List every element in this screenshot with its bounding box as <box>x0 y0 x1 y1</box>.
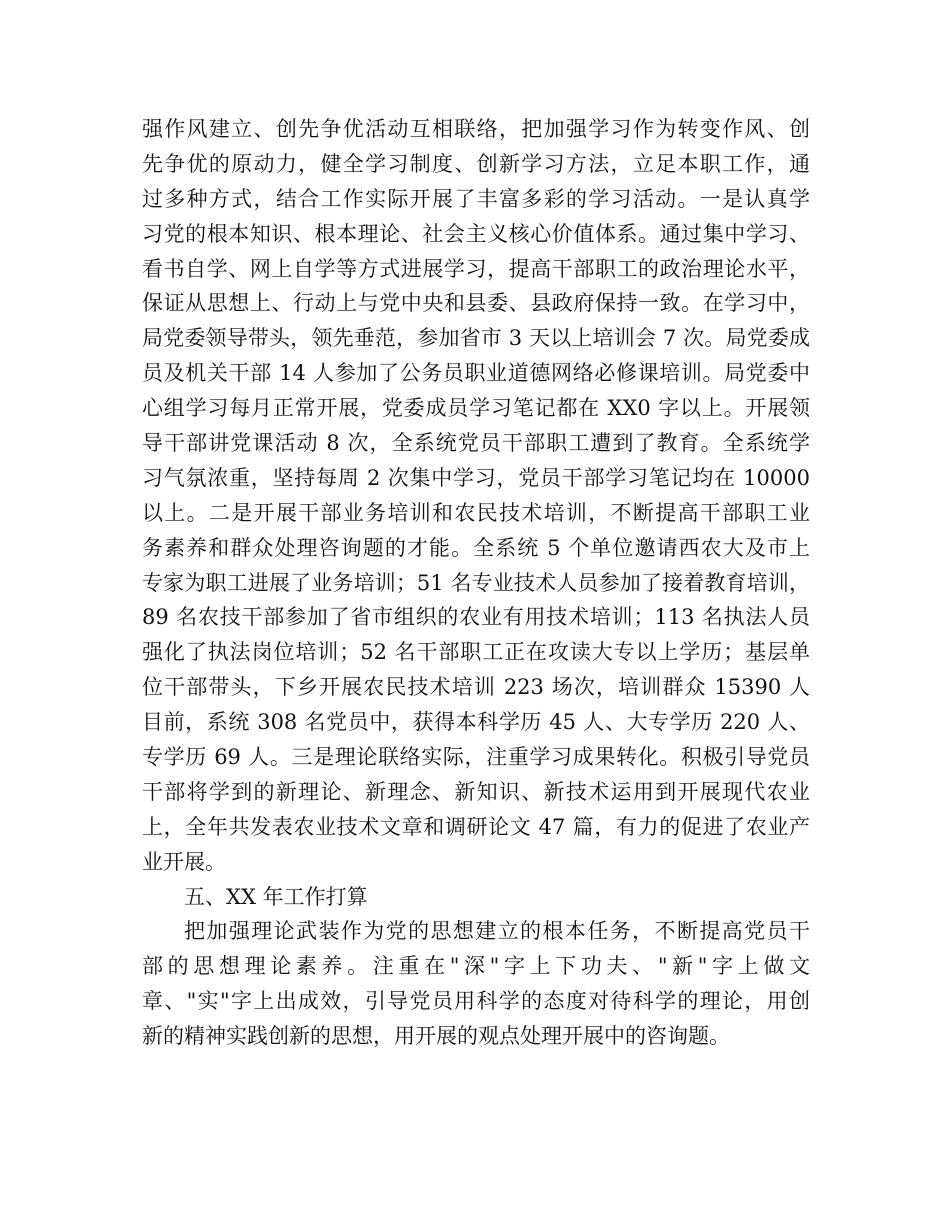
section-heading: 五、XX 年工作打算 <box>184 884 368 909</box>
text-line: 以上。二是开展干部业务培训和农民技术培训，不断提高干部职工业 <box>142 500 810 525</box>
text-line: 保证从思想上、行动上与党中央和县委、县政府保持一致。在学习中， <box>142 291 810 316</box>
text-line: 心组学习每月正常开展，党委成员学习笔记都在 XX0 字以上。开展领 <box>142 396 810 421</box>
text-line-last: 业开展。 <box>142 849 226 874</box>
text-line: 看书自学、网上自学等方式进展学习，提高干部职工的政治理论水平， <box>142 256 810 281</box>
text-line: 把加强理论武装作为党的思想建立的根本任务，不断提高党员干 <box>184 919 810 944</box>
text-line: 务素养和群众处理咨询题的才能。全系统 5 个单位邀请西农大及市上 <box>142 535 810 560</box>
text-line: 位干部带头，下乡开展农民技术培训 223 场次，培训群众 15390 人 <box>142 675 810 700</box>
text-line: 过多种方式，结合工作实际开展了丰富多彩的学习活动。一是认真学 <box>142 186 810 211</box>
text-line: 89 名农技干部参加了省市组织的农业有用技术培训；113 名执法人员 <box>142 605 810 630</box>
paragraph-study-activities <box>142 112 810 880</box>
paragraph-work-plan <box>142 914 810 1054</box>
text-line-last: 新的精神实践创新的思想，用开展的观点处理开展中的咨询题。 <box>142 1024 730 1049</box>
text-line: 部的思想理论素养。注重在"深"字上下功夫、"新"字上做文 <box>142 954 810 979</box>
text-line: 专学历 69 人。三是理论联络实际，注重学习成果转化。积极引导党员 <box>142 745 810 770</box>
text-line: 目前，系统 308 名党员中，获得本科学历 45 人、大专学历 220 人、 <box>142 710 810 735</box>
document-body <box>142 112 810 1054</box>
text-line: 习气氛浓重，坚持每周 2 次集中学习，党员干部学习笔记均在 10000 <box>142 465 810 490</box>
text-line: 干部将学到的新理论、新理念、新知识、新技术运用到开展现代农业 <box>142 779 810 804</box>
text-line: 局党委领导带头，领先垂范，参加省市 3 天以上培训会 7 次。局党委成 <box>142 326 810 351</box>
text-line: 强作风建立、创先争优活动互相联络，把加强学习作为转变作风、创 <box>142 117 810 141</box>
text-line: 上，全年共发表农业技术文章和调研论文 47 篇，有力的促进了农业产 <box>142 814 810 839</box>
text-line: 习党的根本知识、根本理论、社会主义核心价值体系。通过集中学习、 <box>142 221 810 246</box>
text-line: 员及机关干部 14 人参加了公务员职业道德网络必修课培训。局党委中 <box>142 361 810 386</box>
text-line: 专家为职工进展了业务培训；51 名专业技术人员参加了接着教育培训， <box>142 570 810 595</box>
text-line: 先争优的原动力，健全学习制度、创新学习方法，立足本职工作，通 <box>142 151 810 176</box>
text-line: 章、"实"字上出成效，引导党员用科学的态度对待科学的理论，用创 <box>142 989 810 1014</box>
text-line: 导干部讲党课活动 8 次，全系统党员干部职工遭到了教育。全系统学 <box>142 431 810 456</box>
text-line: 强化了执法岗位培训；52 名干部职工正在攻读大专以上学历；基层单 <box>142 640 810 665</box>
